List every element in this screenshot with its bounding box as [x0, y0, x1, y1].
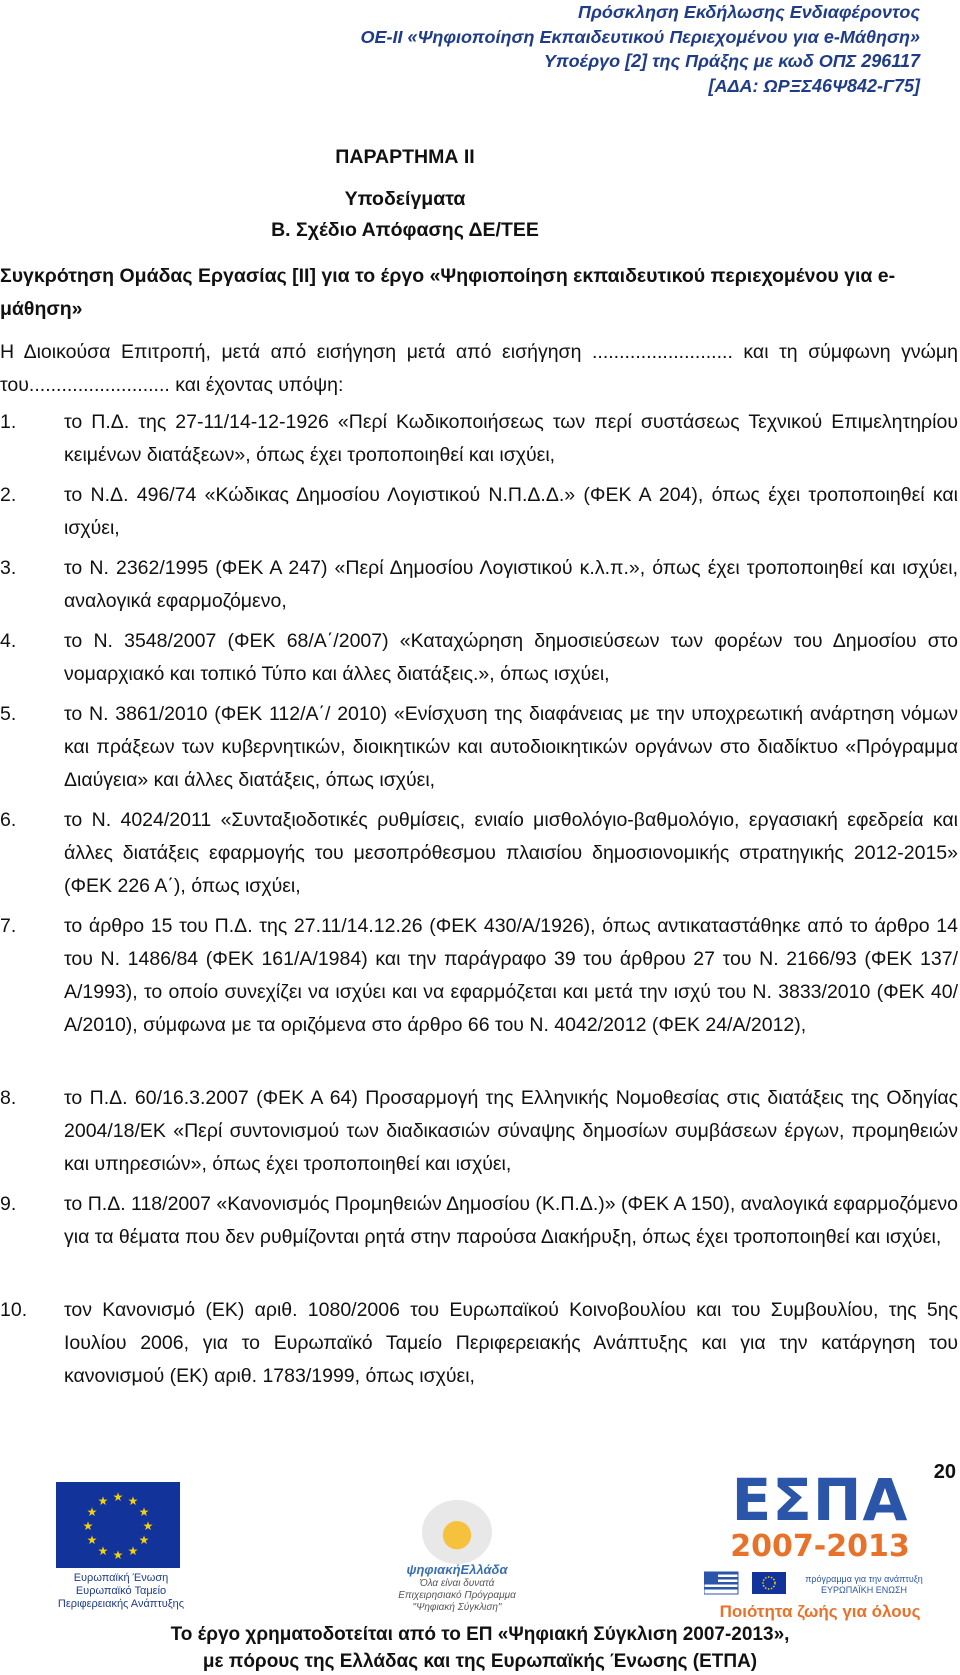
svg-text:★: ★ — [127, 1544, 139, 1558]
digital-tagline-3: "Ψηφιακή Σύγκλιση" — [412, 1602, 502, 1613]
espa-flags-icon — [704, 1568, 936, 1598]
item-text: το άρθρο 15 του Π.Δ. της 27.11/14.12.26 (ΦΕΚ 430/Α/1926), όπως αντικαταστάθηκε από το άρθρο 14 του Ν. 1486/84 (ΦΕΚ 161/Α/1984) και την παράγραφο 39 του άρθρου 27 του Ν. 2166/93 (ΦΕΚ 137/Α/1993), το οποίο συνεχίζει να ισχύει και να εφαρμόζεται και μετά την ισχύ του Ν. 3833/2010 (ΦΕΚ 40/Α/2010), σύμφωνα με τα οριζόμενα στο άρθρο 66 του Ν. 4042/2012 (ΦΕΚ 24/Α/2012), — [64, 915, 958, 1036]
digital-greece-logo — [392, 1500, 522, 1614]
espa-years: 2007-2013 — [730, 1529, 910, 1564]
espa-logo — [704, 1466, 936, 1622]
eu-caption-line-2: Ευρωπαϊκό Ταμείο — [75, 1585, 167, 1597]
intro-paragraph: Η Διοικούσα Επιτροπή, μετά από εισήγηση μετά από εισήγηση .......................... και τη σύμφωνη γνώμη του.......................... και έχοντας υπόψη: — [0, 341, 958, 396]
header-line-3: Υποέργο [2] της Πράξης με κωδ ΟΠΣ 296117 — [543, 51, 920, 71]
item-text: το Ν. 3548/2007 (ΦΕΚ 68/Α΄/2007) «Καταχώρηση δημοσιεύσεων των φορέων του Δημοσίου στο νομαρχιακό και τοπικό Τύπο και άλλες διατάξεις.», όπως ισχύει, — [64, 630, 958, 685]
funding-statement — [0, 1621, 960, 1675]
document-header — [160, 0, 920, 98]
list-item — [0, 910, 958, 1042]
item-text: το Π.Δ. 60/16.3.2007 (ΦΕΚ Α 64) Προσαρμογή της Ελληνικής Νομοθεσίας στις διατάξεις της Οδηγίας 2004/18/ΕΚ «Περί συντονισμού των διαδικασιών σύναψης δημοσίων συμβάσεων έργων, προμηθειών και υπηρεσιών», όπως έχει τροποποιηθεί και ισχύει, — [64, 1087, 958, 1175]
header-line-4: [ΑΔΑ: ΩΡΞΣ46Ψ842-Γ75] — [708, 75, 920, 96]
item-number: 10. — [0, 1299, 28, 1321]
item-text: το Ν. 2362/1995 (ΦΕΚ Α 247) «Περί Δημοσίου Λογιστικού κ.λ.π.», όπως έχει τροποποιηθεί και ισχύει, αναλογικά εφαρμοζόμενο, — [64, 557, 958, 612]
list-item — [0, 1188, 958, 1254]
digital-brand: ψηφιακήΕλλάδα — [406, 1562, 508, 1577]
list-item — [0, 804, 958, 903]
item-number: 5. — [0, 703, 17, 725]
page-number: 20 — [933, 1461, 956, 1483]
list-item — [0, 406, 958, 472]
item-number: 8. — [0, 1087, 17, 1109]
digital-tagline-1: Όλα είναι δυνατά — [419, 1578, 495, 1589]
svg-text:★: ★ — [142, 1519, 154, 1533]
item-text: τον Κανονισμό (ΕΚ) αριθ. 1080/2006 του Ευρωπαϊκού Κοινοβουλίου και του Συμβουλίου, της 5ης Ιουλίου 2006, για το Ευρωπαϊκό Ταμείο Περιφερειακής Ανάπτυξης και για την κατάργηση του κανονισμού (ΕΚ) αριθ. 1783/1999, όπως ισχύει, — [64, 1299, 958, 1387]
svg-text:★: ★ — [138, 1505, 150, 1519]
espa-word: ΕΣΠΑ — [731, 1466, 909, 1534]
item-number: 3. — [0, 557, 17, 579]
svg-text:★: ★ — [86, 1533, 98, 1547]
funding-line-2: με πόρους της Ελλάδας και της Ευρωπαϊκής Ένωσης (ΕΤΠΑ) — [202, 1651, 758, 1672]
item-number: 4. — [0, 630, 17, 652]
svg-text:★: ★ — [138, 1533, 150, 1547]
svg-text:★: ★ — [86, 1505, 98, 1519]
eu-caption-line-3: Περιφερειακής Ανάπτυξης — [57, 1598, 185, 1610]
svg-text:★: ★ — [127, 1494, 139, 1508]
svg-text:★: ★ — [82, 1519, 94, 1533]
eu-caption-line-1: Ευρωπαϊκή Ένωση — [73, 1572, 169, 1584]
espa-eu-text: ΕΥΡΩΠΑΪΚΗ ΕΝΩΣΗ — [820, 1585, 908, 1595]
header-line-2: ΟΕ-ΙΙ «Ψηφιοποίηση Εκπαιδευτικού Περιεχομένου για e-Μάθηση» — [360, 26, 920, 47]
list-item — [0, 479, 958, 545]
section-title: Β. Σχέδιο Απόφασης ΔΕ/ΤΕΕ — [271, 219, 539, 241]
list-item — [0, 1082, 958, 1181]
header-line-1: Πρόσκληση Εκδήλωσης Ενδιαφέροντος — [578, 2, 920, 22]
item-number: 1. — [0, 411, 17, 433]
item-number: 7. — [0, 915, 17, 937]
espa-program-text: πρόγραμμα για την ανάπτυξη — [805, 1574, 923, 1584]
list-item — [0, 625, 958, 691]
digital-tagline-2: Επιχειρησιακό Πρόγραμμα — [398, 1590, 516, 1601]
item-number: 9. — [0, 1193, 17, 1215]
annex-title: ΠΑΡΑΡΤΗΜΑ II — [335, 146, 475, 168]
svg-text:★: ★ — [112, 1490, 124, 1504]
svg-text:★: ★ — [97, 1494, 109, 1508]
eu-flag-icon — [56, 1482, 180, 1568]
espa-slogan: Ποιότητα ζωής για όλους — [719, 1602, 921, 1621]
item-text: το Ν. 4024/2011 «Συνταξιοδοτικές ρυθμίσεις, ενιαίο μισθολόγιο-βαθμολόγιο, εργασιακή εφεδρεία και άλλες διατάξεις εφαρμογής του μεσοπρόθεσμου πλαισίου δημοσιονομικής στρατηγικής 2012-2015» (ΦΕΚ 226 Α΄), όπως ισχύει, — [64, 809, 958, 897]
funding-line-1: Το έργο χρηματοδοτείται από το ΕΠ «Ψηφιακή Σύγκλιση 2007-2013», — [170, 1624, 790, 1645]
eu-logo — [56, 1482, 186, 1611]
svg-text:★: ★ — [97, 1544, 109, 1558]
svg-text:★: ★ — [112, 1548, 124, 1562]
item-text: το Π.Δ. της 27-11/14-12-1926 «Περί Κωδικοποιήσεως των περί συστάσεως Τεχνικού Επιμελητηρίου κειμένων διατάξεων», όπως έχει τροποποιηθεί και ισχύει, — [64, 411, 958, 466]
digital-greece-emblem-icon — [422, 1500, 492, 1564]
list-item — [0, 552, 958, 618]
subtitle: Υποδείγματα — [344, 188, 466, 210]
list-item — [0, 698, 958, 797]
list-item — [0, 1294, 958, 1393]
item-number: 2. — [0, 484, 17, 506]
item-text: το Π.Δ. 118/2007 «Κανονισμός Προμηθειών Δημοσίου (Κ.Π.Δ.)» (ΦΕΚ Α 150), αναλογικά εφαρμοζόμενο για τα θέματα που δεν ρυθμίζονται ρητά στην παρούσα Διακήρυξη, όπως έχει τροποποιηθεί και ισχύει, — [64, 1193, 958, 1248]
footer-logos — [0, 1466, 960, 1621]
eu-stars-icon — [56, 1482, 180, 1568]
item-text: το Ν.Δ. 496/74 «Κώδικας Δημοσίου Λογιστικού Ν.Π.Δ.Δ.» (ΦΕΚ Α 204), όπως έχει τροποποιηθεί και ισχύει, — [64, 484, 958, 539]
espa-flags-row — [704, 1568, 936, 1598]
item-text: το Ν. 3861/2010 (ΦΕΚ 112/Α΄/ 2010) «Ενίσχυση της διαφάνειας με την υποχρεωτική ανάρτηση νόμων και πράξεων των κυβερνητικών, διοικητικών και αυτοδιοικητικών οργάνων στο διαδίκτυο «Πρόγραμμα Διαύγεια» και άλλες διατάξεις, όπως ισχύει, — [64, 703, 958, 791]
document-heading: Συγκρότηση Ομάδας Εργασίας [ΙΙ] για το έργο «Ψηφιοποίηση εκπαιδευτικού περιεχομένου για e-μάθηση» — [0, 265, 896, 320]
item-number: 6. — [0, 809, 17, 831]
